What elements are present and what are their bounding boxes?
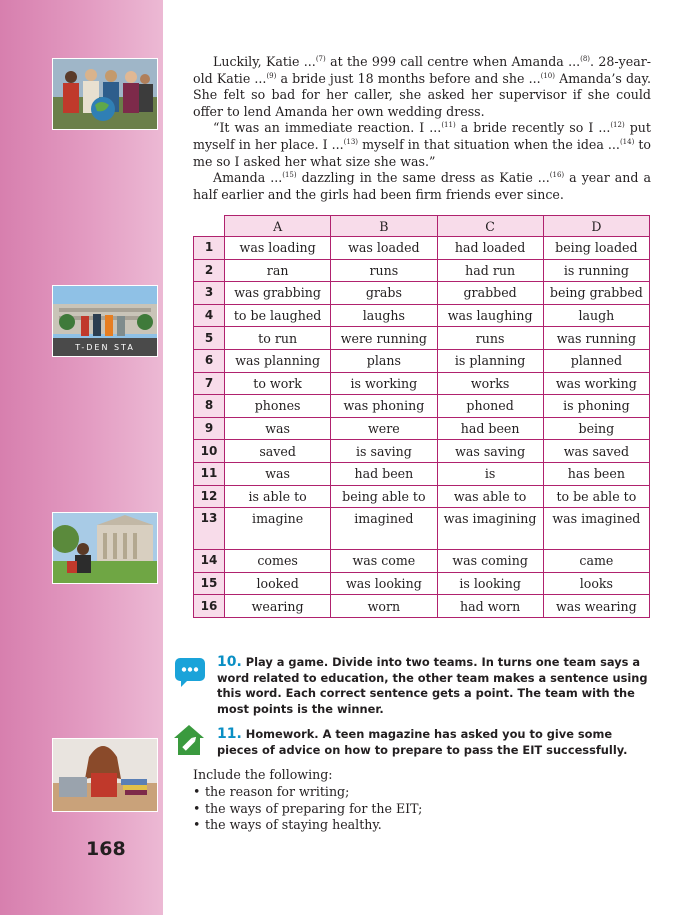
row-number: 3 xyxy=(194,282,225,305)
photo-students-globe xyxy=(52,58,158,130)
column-header-d: D xyxy=(543,216,649,237)
option-cell-c: is xyxy=(437,462,543,485)
option-cell-a: wearing xyxy=(225,595,331,618)
table-row xyxy=(194,440,650,463)
answer-options-table xyxy=(193,215,650,618)
option-cell-a: was grabbing xyxy=(225,282,331,305)
table-row xyxy=(194,395,650,418)
speech-bubble-icon xyxy=(174,656,206,688)
option-cell-a: phones xyxy=(225,395,331,418)
option-cell-d: being loaded xyxy=(543,237,649,260)
option-cell-a: was planning xyxy=(225,349,331,372)
table-row xyxy=(194,508,650,550)
option-cell-c: is looking xyxy=(437,572,543,595)
task-11 xyxy=(217,727,652,758)
task-11-text: Homework. A teen magazine has asked you to give some pieces of advice on how to prepare to pass the EIT successfully. xyxy=(217,727,628,757)
option-cell-d: was imagined xyxy=(543,508,649,550)
include-item-reason: • the reason for writing; xyxy=(193,784,651,801)
option-cell-c: runs xyxy=(437,327,543,350)
option-cell-a: comes xyxy=(225,550,331,573)
option-cell-c: was coming xyxy=(437,550,543,573)
photo-stressed-student xyxy=(52,738,158,812)
option-cell-a: is able to xyxy=(225,485,331,508)
table-row xyxy=(194,327,650,350)
row-number: 13 xyxy=(194,508,225,550)
option-cell-d: was wearing xyxy=(543,595,649,618)
option-cell-c: grabbed xyxy=(437,282,543,305)
option-cell-a: was xyxy=(225,462,331,485)
table-row xyxy=(194,417,650,440)
include-item-preparing: • the ways of preparing for the EIT; xyxy=(193,801,651,818)
photo-student-campus xyxy=(52,512,158,584)
column-header-b: B xyxy=(331,216,437,237)
option-cell-d: being grabbed xyxy=(543,282,649,305)
row-number: 11 xyxy=(194,462,225,485)
option-cell-a: imagine xyxy=(225,508,331,550)
option-cell-b: were running xyxy=(331,327,437,350)
table-row xyxy=(194,485,650,508)
option-cell-d: being xyxy=(543,417,649,440)
option-cell-d: has been xyxy=(543,462,649,485)
option-cell-b: runs xyxy=(331,259,437,282)
option-cell-b: was phoning xyxy=(331,395,437,418)
option-cell-b: was loaded xyxy=(331,237,437,260)
option-cell-b: was looking xyxy=(331,572,437,595)
table-row xyxy=(194,259,650,282)
option-cell-c: was laughing xyxy=(437,304,543,327)
option-cell-d: to be able to xyxy=(543,485,649,508)
house-pencil-icon xyxy=(173,724,205,756)
table-row xyxy=(194,304,650,327)
include-item-healthy: • the ways of staying healthy. xyxy=(193,817,651,834)
option-cell-b: being able to xyxy=(331,485,437,508)
option-cell-c: had loaded xyxy=(437,237,543,260)
option-cell-b: worn xyxy=(331,595,437,618)
option-cell-c: was able to xyxy=(437,485,543,508)
option-cell-c: works xyxy=(437,372,543,395)
table-row xyxy=(194,595,650,618)
option-cell-b: had been xyxy=(331,462,437,485)
row-number: 8 xyxy=(194,395,225,418)
table-row xyxy=(194,282,650,305)
table-row xyxy=(194,550,650,573)
option-cell-a: to be laughed xyxy=(225,304,331,327)
option-cell-c: had been xyxy=(437,417,543,440)
option-cell-b: imagined xyxy=(331,508,437,550)
option-cell-d: planned xyxy=(543,349,649,372)
include-block xyxy=(193,767,651,834)
option-cell-b: plans xyxy=(331,349,437,372)
table-row xyxy=(194,237,650,260)
table-row xyxy=(194,462,650,485)
option-cell-a: saved xyxy=(225,440,331,463)
option-cell-a: ran xyxy=(225,259,331,282)
table-row xyxy=(194,572,650,595)
option-cell-b: is working xyxy=(331,372,437,395)
column-header-c: C xyxy=(437,216,543,237)
option-cell-c: had worn xyxy=(437,595,543,618)
page-number: 168 xyxy=(86,838,126,860)
option-cell-a: to run xyxy=(225,327,331,350)
option-cell-b: was come xyxy=(331,550,437,573)
option-cell-d: was running xyxy=(543,327,649,350)
row-number: 10 xyxy=(194,440,225,463)
photo-students-stadium xyxy=(52,285,158,357)
option-cell-a: to work xyxy=(225,372,331,395)
row-number: 16 xyxy=(194,595,225,618)
option-cell-b: were xyxy=(331,417,437,440)
option-cell-a: was xyxy=(225,417,331,440)
task-10 xyxy=(217,655,652,717)
option-cell-c: had run xyxy=(437,259,543,282)
story-text xyxy=(193,54,651,203)
row-number: 1 xyxy=(194,237,225,260)
stadium-banner-text: T-DEN STA xyxy=(75,343,135,352)
option-cell-d: is running xyxy=(543,259,649,282)
story-paragraph-3: Amanda ...$^{(15)}$ dazzling in the same dress as Katie ...$^{(16)}$ a year and a half earlier and the girls had been firm friends ever since. xyxy=(193,170,651,202)
option-cell-a: was loading xyxy=(225,237,331,260)
row-number: 9 xyxy=(194,417,225,440)
option-cell-d: laugh xyxy=(543,304,649,327)
option-cell-d: came xyxy=(543,550,649,573)
option-cell-c: is planning xyxy=(437,349,543,372)
table-corner-cell xyxy=(194,216,225,237)
row-number: 4 xyxy=(194,304,225,327)
column-header-a: A xyxy=(225,216,331,237)
option-cell-a: looked xyxy=(225,572,331,595)
option-cell-c: was imagining xyxy=(437,508,543,550)
task-11-number: 11. xyxy=(217,726,242,742)
row-number: 5 xyxy=(194,327,225,350)
option-cell-c: was saving xyxy=(437,440,543,463)
row-number: 7 xyxy=(194,372,225,395)
row-number: 2 xyxy=(194,259,225,282)
row-number: 15 xyxy=(194,572,225,595)
option-cell-b: grabs xyxy=(331,282,437,305)
include-intro: Include the following: xyxy=(193,767,333,782)
option-cell-d: was working xyxy=(543,372,649,395)
option-cell-d: is phoning xyxy=(543,395,649,418)
option-cell-c: phoned xyxy=(437,395,543,418)
include-list xyxy=(193,784,651,834)
table-row xyxy=(194,372,650,395)
option-cell-d: was saved xyxy=(543,440,649,463)
row-number: 6 xyxy=(194,349,225,372)
option-cell-b: is saving xyxy=(331,440,437,463)
option-cell-d: looks xyxy=(543,572,649,595)
story-paragraph-1: Luckily, Katie ...$^{(7)}$ at the 999 call centre when Amanda ...$^{(8)}$. 28-year-old Katie ...$^{(9)}$ a bride just 18 months before and she ...$^{(10)}$ Amanda’s day. She felt so bad for her caller, she asked her supervisor if she could offer to lend Amanda her own wedding dress. xyxy=(193,54,652,119)
task-10-text: Play a game. Divide into two teams. In turns one team says a word related to education, the other team makes a sentence using this word. Each correct sentence gets a point. The team with the most points is the winner. xyxy=(217,655,648,716)
story-paragraph-2: “It was an immediate reaction. I ...$^{(11)}$ a bride recently so I ...$^{(12)}$ put myself in her place. I ...$^{(13)}$ myself in that situation when the idea ...$^{(14)}$ to me so I asked her what size she was.” xyxy=(193,120,651,169)
table-header-row xyxy=(194,216,650,237)
row-number: 12 xyxy=(194,485,225,508)
task-10-number: 10. xyxy=(217,654,242,670)
table-row xyxy=(194,349,650,372)
option-cell-b: laughs xyxy=(331,304,437,327)
row-number: 14 xyxy=(194,550,225,573)
